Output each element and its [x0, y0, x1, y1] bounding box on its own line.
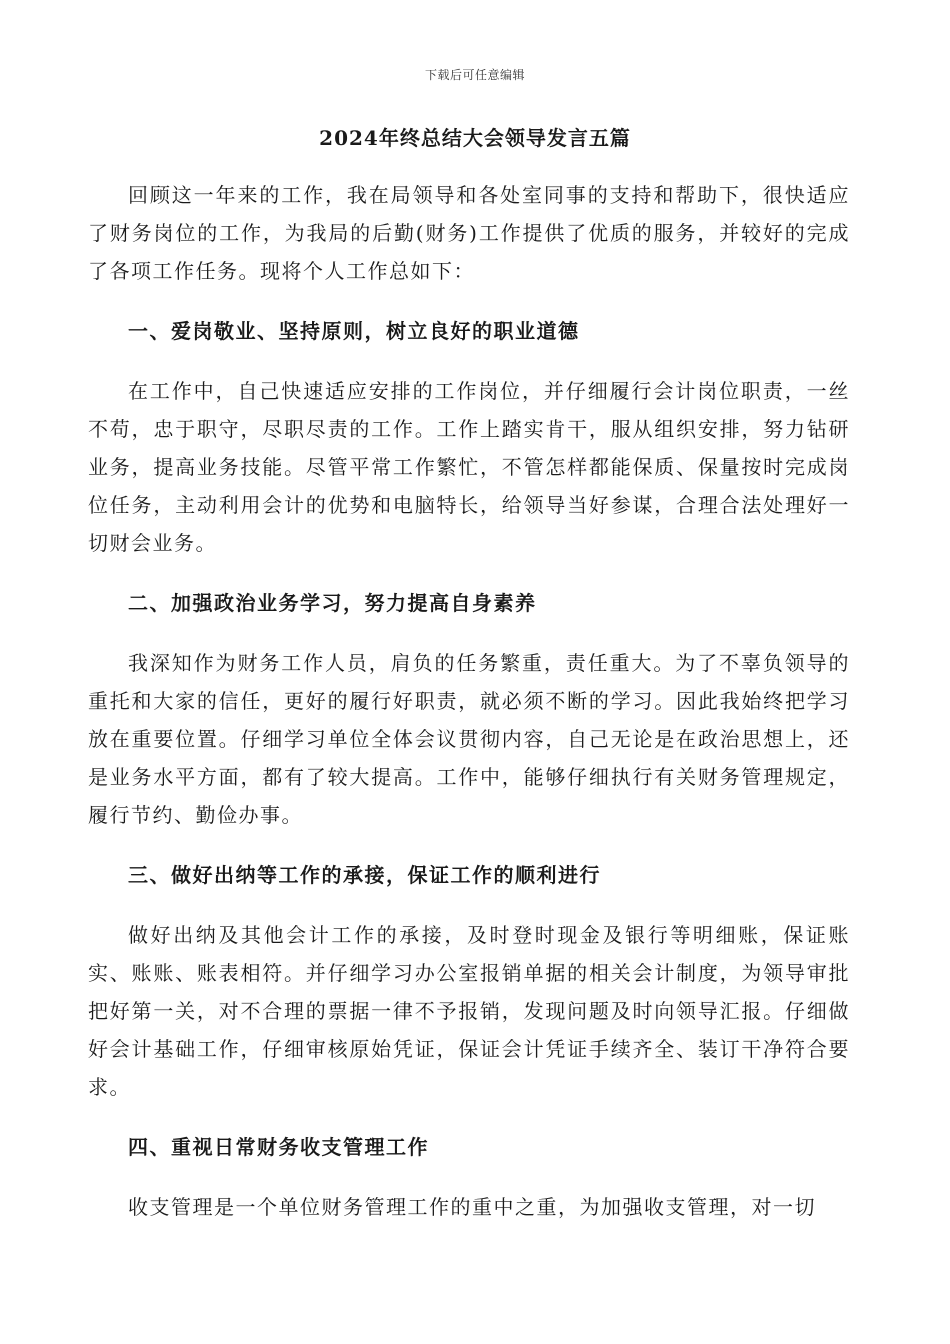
- section-heading-3: 三、做好出纳等工作的承接，保证工作的顺利进行: [128, 863, 601, 887]
- section-body-4: 收支管理是一个单位财务管理工作的重中之重，为加强收支管理，对一切: [128, 1195, 816, 1219]
- section-body-1: 在工作中，自己快速适应安排的工作岗位，并仔细履行会计岗位职责，一丝不苟，忠于职守，尽职尽责的工作。工作上踏实肯干，服从组织安排，努力钻研业务，提高业务技能。尽管平常工作繁忙，不管怎样都能保质、保量按时完成岗位任务，主动利用会计的优势和电脑特长，给领导当好参谋，合理合法处理好一切财会业务。: [88, 379, 850, 555]
- section-heading-2: 二、加强政治业务学习，努力提高自身素养: [128, 591, 537, 615]
- intro-paragraph: 回顾这一年来的工作，我在局领导和各处室同事的支持和帮助下，很快适应了财务岗位的工作，为我局的后勤(财务)工作提供了优质的服务，并较好的完成了各项工作任务。现将个人工作总如下：: [88, 183, 850, 283]
- section-heading-1: 一、爱岗敬业、坚持原则，树立良好的职业道德: [128, 319, 580, 343]
- section-body-2: 我深知作为财务工作人员，肩负的任务繁重，责任重大。为了不辜负领导的重托和大家的信任，更好的履行好职责，就必须不断的学习。因此我始终把学习放在重要位置。仔细学习单位全体会议贯彻内容，自己无论是在政治思想上，还是业务水平方面，都有了较大提高。工作中，能够仔细执行有关财务管理规定，履行节约、勤俭办事。: [88, 651, 850, 827]
- document-body: [88, 176, 850, 1226]
- section-heading-4: 四、重视日常财务收支管理工作: [128, 1135, 429, 1159]
- document-title: 2024年终总结大会领导发言五篇: [319, 126, 631, 150]
- section-body-3: 做好出纳及其他会计工作的承接，及时登时现金及银行等明细账，保证账实、账账、账表相符。并仔细学习办公室报销单据的相关会计制度，为领导审批把好第一关，对不合理的票据一律不予报销，发现问题及时向领导汇报。仔细做好会计基础工作，仔细审核原始凭证，保证会计凭证手续齐全、装订干净符合要求。: [88, 923, 850, 1099]
- header-note: 下载后可任意编辑: [424, 68, 525, 82]
